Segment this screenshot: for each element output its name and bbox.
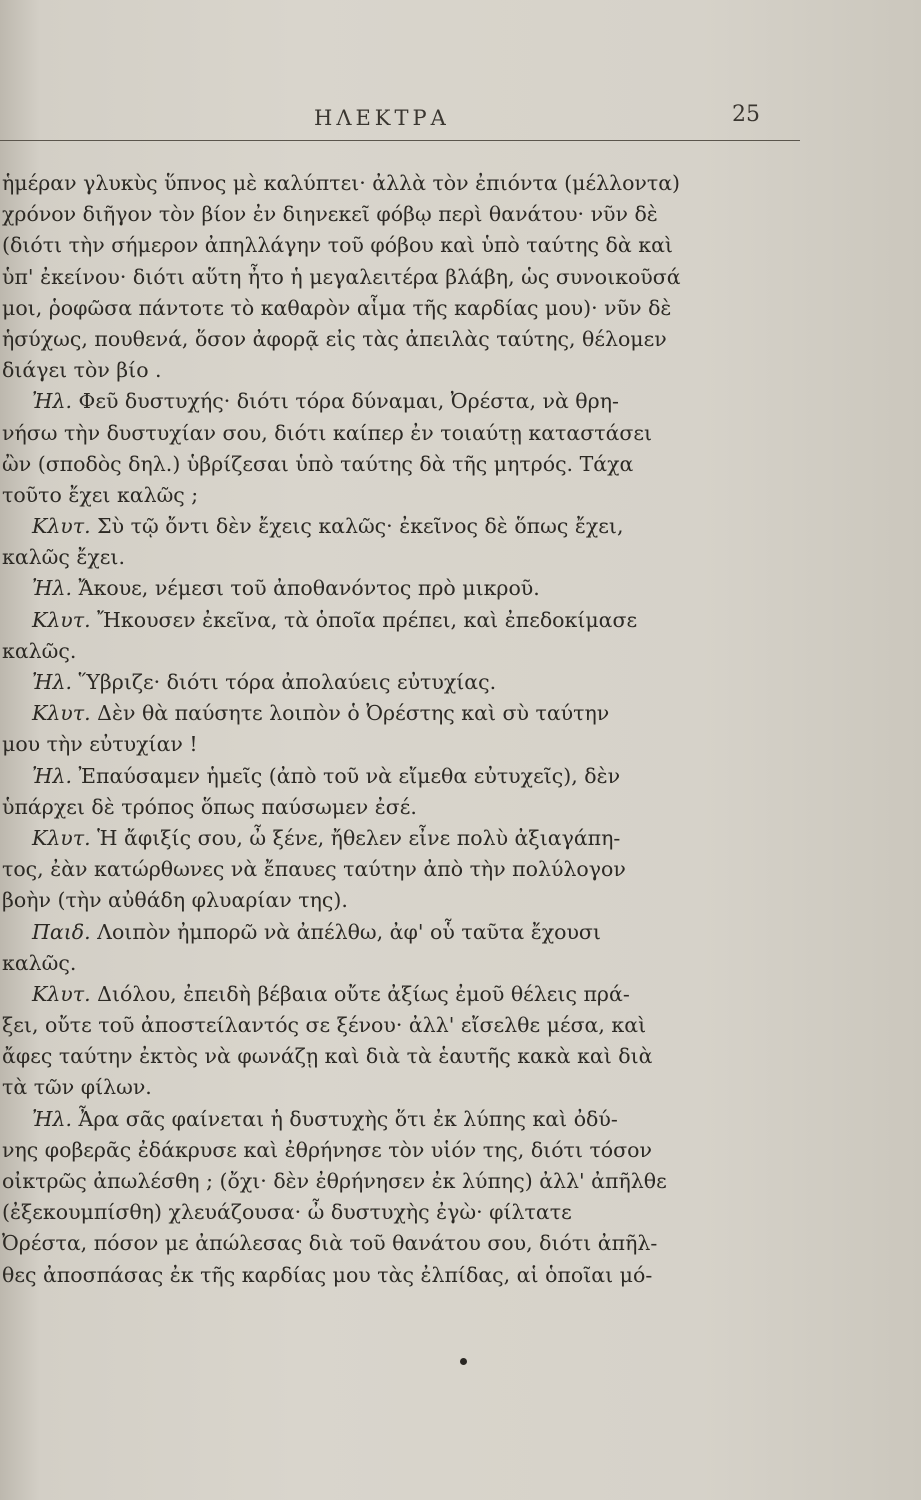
line-text: Ἆρα σᾶς φαίνεται ἡ δυστυχὴς ὅτι ἐκ λύπης καὶ ὀδύ- [78, 1106, 618, 1131]
line-text: Ὕβριζε· διότι τόρα ἀπολαύεις εὐτυχίας. [78, 670, 497, 694]
line-text: διάγει τὸν βίο . [2, 358, 162, 383]
text-line [2, 293, 797, 324]
line-text: Ἡ ἄφιξίς σου, ὦ ξένε, ἤθελεν εἶνε πολὺ ἀξιαγάπη- [97, 825, 621, 850]
text-line [2, 542, 797, 573]
text-line [2, 761, 797, 792]
text-line [2, 854, 797, 885]
text-line [2, 605, 797, 636]
line-text: μοι, ῥοφῶσα πάντοτε τὸ καθαρὸν αἷμα τῆς καρδίας μου)· νῦν δὲ [2, 295, 672, 320]
line-text: Ἄκουε, νέμεσι τοῦ ἀποθανόντος πρὸ μικροῦ. [78, 576, 540, 601]
text-line [2, 917, 797, 948]
line-text: χρόνον διῆγον τὸν βίον ἐν διηνεκεῖ φόβῳ περὶ θανάτου· νῦν δὲ [2, 202, 658, 227]
ink-dot [460, 1358, 467, 1365]
line-text: Λοιπὸν ἠμπορῶ νὰ ἀπέλθω, ἀφ' οὗ ταῦτα ἔχουσι [97, 919, 601, 944]
speaker-label: Ἠλ. [32, 576, 72, 601]
text-line [2, 1135, 797, 1166]
text-body [2, 168, 797, 1291]
line-text: τὰ τῶν φίλων. [2, 1075, 152, 1100]
text-line [2, 324, 797, 355]
text-line [2, 729, 797, 760]
speaker-label: Ἠλ. [32, 763, 72, 788]
line-text: θες ἀποσπάσας ἐκ τῆς καρδίας μου τὰς ἐλπίδας, αἱ ὁποῖαι μό- [2, 1262, 653, 1287]
text-line [2, 885, 797, 916]
text-line [2, 355, 797, 386]
line-text: καλῶς. [2, 950, 77, 975]
speaker-label: Κλυτ. [32, 514, 91, 539]
text-line [2, 792, 797, 823]
text-line [2, 698, 797, 729]
line-text: ξει, οὔτε τοῦ ἀποστείλαντός σε ξένου· ἀλλ' εἴσελθε μέσα, καὶ [2, 1013, 647, 1038]
text-line [2, 823, 797, 854]
running-title: ΗΛΕΚΤΡΑ [314, 106, 450, 130]
text-line [2, 386, 797, 417]
text-line [2, 480, 797, 511]
line-text: τος, ἐὰν κατώρθωνες νὰ ἔπαυες ταύτην ἀπὸ τὴν πολύλογον [2, 857, 626, 882]
line-text: Ὀρέστα, πόσον με ἀπώλεσας διὰ τοῦ θανάτου σου, διότι ἀπῆλ- [2, 1231, 658, 1256]
line-text: νήσω τὴν δυστυχίαν σου, διότι καίπερ ἐν τοιαύτῃ καταστάσει [2, 420, 653, 445]
text-line [2, 199, 797, 230]
text-line [2, 230, 797, 261]
text-line [2, 1104, 797, 1135]
text-line [2, 1072, 797, 1103]
line-text: Φεῦ δυστυχής· διότι τόρα δύναμαι, Ὀρέστα, νὰ θρη- [78, 389, 619, 414]
line-text: Διόλου, ἐπειδὴ βέβαια οὔτε ἀξίως ἐμοῦ θέλεις πρά- [97, 981, 630, 1006]
line-text: βοὴν (τὴν αὐθάδη φλυαρίαν της). [2, 888, 348, 913]
text-line [2, 573, 797, 604]
line-text: οἰκτρῶς ἀπωλέσθη ; (ὄχι· δὲν ἐθρήνησεν ἐκ λύπης) ἀλλ' ἀπῆλθε [2, 1169, 667, 1193]
text-line [2, 1041, 797, 1072]
text-line [2, 1260, 797, 1291]
speaker-label: Ἠλ. [32, 670, 72, 694]
line-text: καλῶς ἔχει. [2, 545, 125, 570]
speaker-label: Κλυτ. [32, 981, 91, 1006]
text-line [2, 449, 797, 480]
line-text: (διότι τὴν σήμερον ἀπηλλάγην τοῦ φόβου καὶ ὑπὸ ταύτης δὰ καὶ [2, 233, 673, 258]
page-number: 25 [732, 102, 760, 127]
text-line [2, 667, 797, 698]
text-line [2, 1010, 797, 1041]
line-text: ὑπ' ἐκείνου· διότι αὕτη ἦτο ἡ μεγαλειτέρα βλάβη, ὡς συνοικοῦσά [2, 264, 681, 289]
line-text: Δὲν θὰ παύσητε λοιπὸν ὁ Ὀρέστης καὶ σὺ ταύτην [97, 701, 610, 726]
line-text: (ἐξεκουμπίσθη) χλευάζουσα· ὦ δυστυχὴς ἐγὼ· φίλτατε [2, 1200, 572, 1225]
line-text: ὢν (σποδὸς δηλ.) ὑβρίζεσαι ὑπὸ ταύτης δὰ τῆς μητρός. Τάχα [2, 451, 634, 476]
text-line [2, 1197, 797, 1228]
text-line [2, 511, 797, 542]
speaker-label: Ἠλ. [32, 389, 72, 414]
speaker-label: Ἠλ. [32, 1106, 72, 1131]
text-line [2, 168, 797, 199]
text-line [2, 636, 797, 667]
line-text: νης φοβερᾶς ἐδάκρυσε καὶ ἐθρήνησε τὸν υἱόν της, διότι τόσον [2, 1137, 652, 1162]
line-text: καλῶς. [2, 638, 77, 663]
speaker-label: Κλυτ. [32, 701, 91, 726]
text-line [2, 262, 797, 293]
speaker-label: Κλυτ. [32, 607, 91, 632]
line-text: μου τὴν εὐτυχίαν ! [2, 732, 198, 757]
text-line [2, 948, 797, 979]
header-rule [0, 140, 800, 141]
line-text: ὑπάρχει δὲ τρόπος ὅπως παύσωμεν ἐσέ. [2, 794, 417, 819]
speaker-label: Παιδ. [32, 919, 91, 944]
text-line [2, 1228, 797, 1259]
line-text: ἄφες ταύτην ἐκτὸς νὰ φωνάζῃ καὶ διὰ τὰ ἑαυτῆς κακὰ καὶ διὰ [2, 1044, 653, 1069]
text-line [2, 1166, 797, 1197]
page-header [0, 96, 800, 136]
text-line [2, 418, 797, 449]
line-text: Ἤκουσεν ἐκεῖνα, τὰ ὁποῖα πρέπει, καὶ ἐπεδοκίμασε [97, 607, 638, 632]
line-text: Ἐπαύσαμεν ἡμεῖς (ἀπὸ τοῦ νὰ εἴμεθα εὐτυχεῖς), δὲν [78, 763, 621, 788]
speaker-label: Κλυτ. [32, 825, 91, 850]
line-text: τοῦτο ἔχει καλῶς ; [2, 482, 199, 507]
line-text: ἡσύχως, πουθενά, ὅσον ἀφορᾷ εἰς τὰς ἀπειλὰς ταύτης, θέλομεν [2, 326, 667, 351]
line-text: Σὺ τῷ ὄντι δὲν ἔχεις καλῶς· ἐκεῖνος δὲ ὅπως ἔχει, [97, 514, 624, 539]
line-text: ἡμέραν γλυκὺς ὕπνος μὲ καλύπτει· ἀλλὰ τὸν ἐπιόντα (μέλλοντα) [2, 171, 681, 195]
text-line [2, 979, 797, 1010]
